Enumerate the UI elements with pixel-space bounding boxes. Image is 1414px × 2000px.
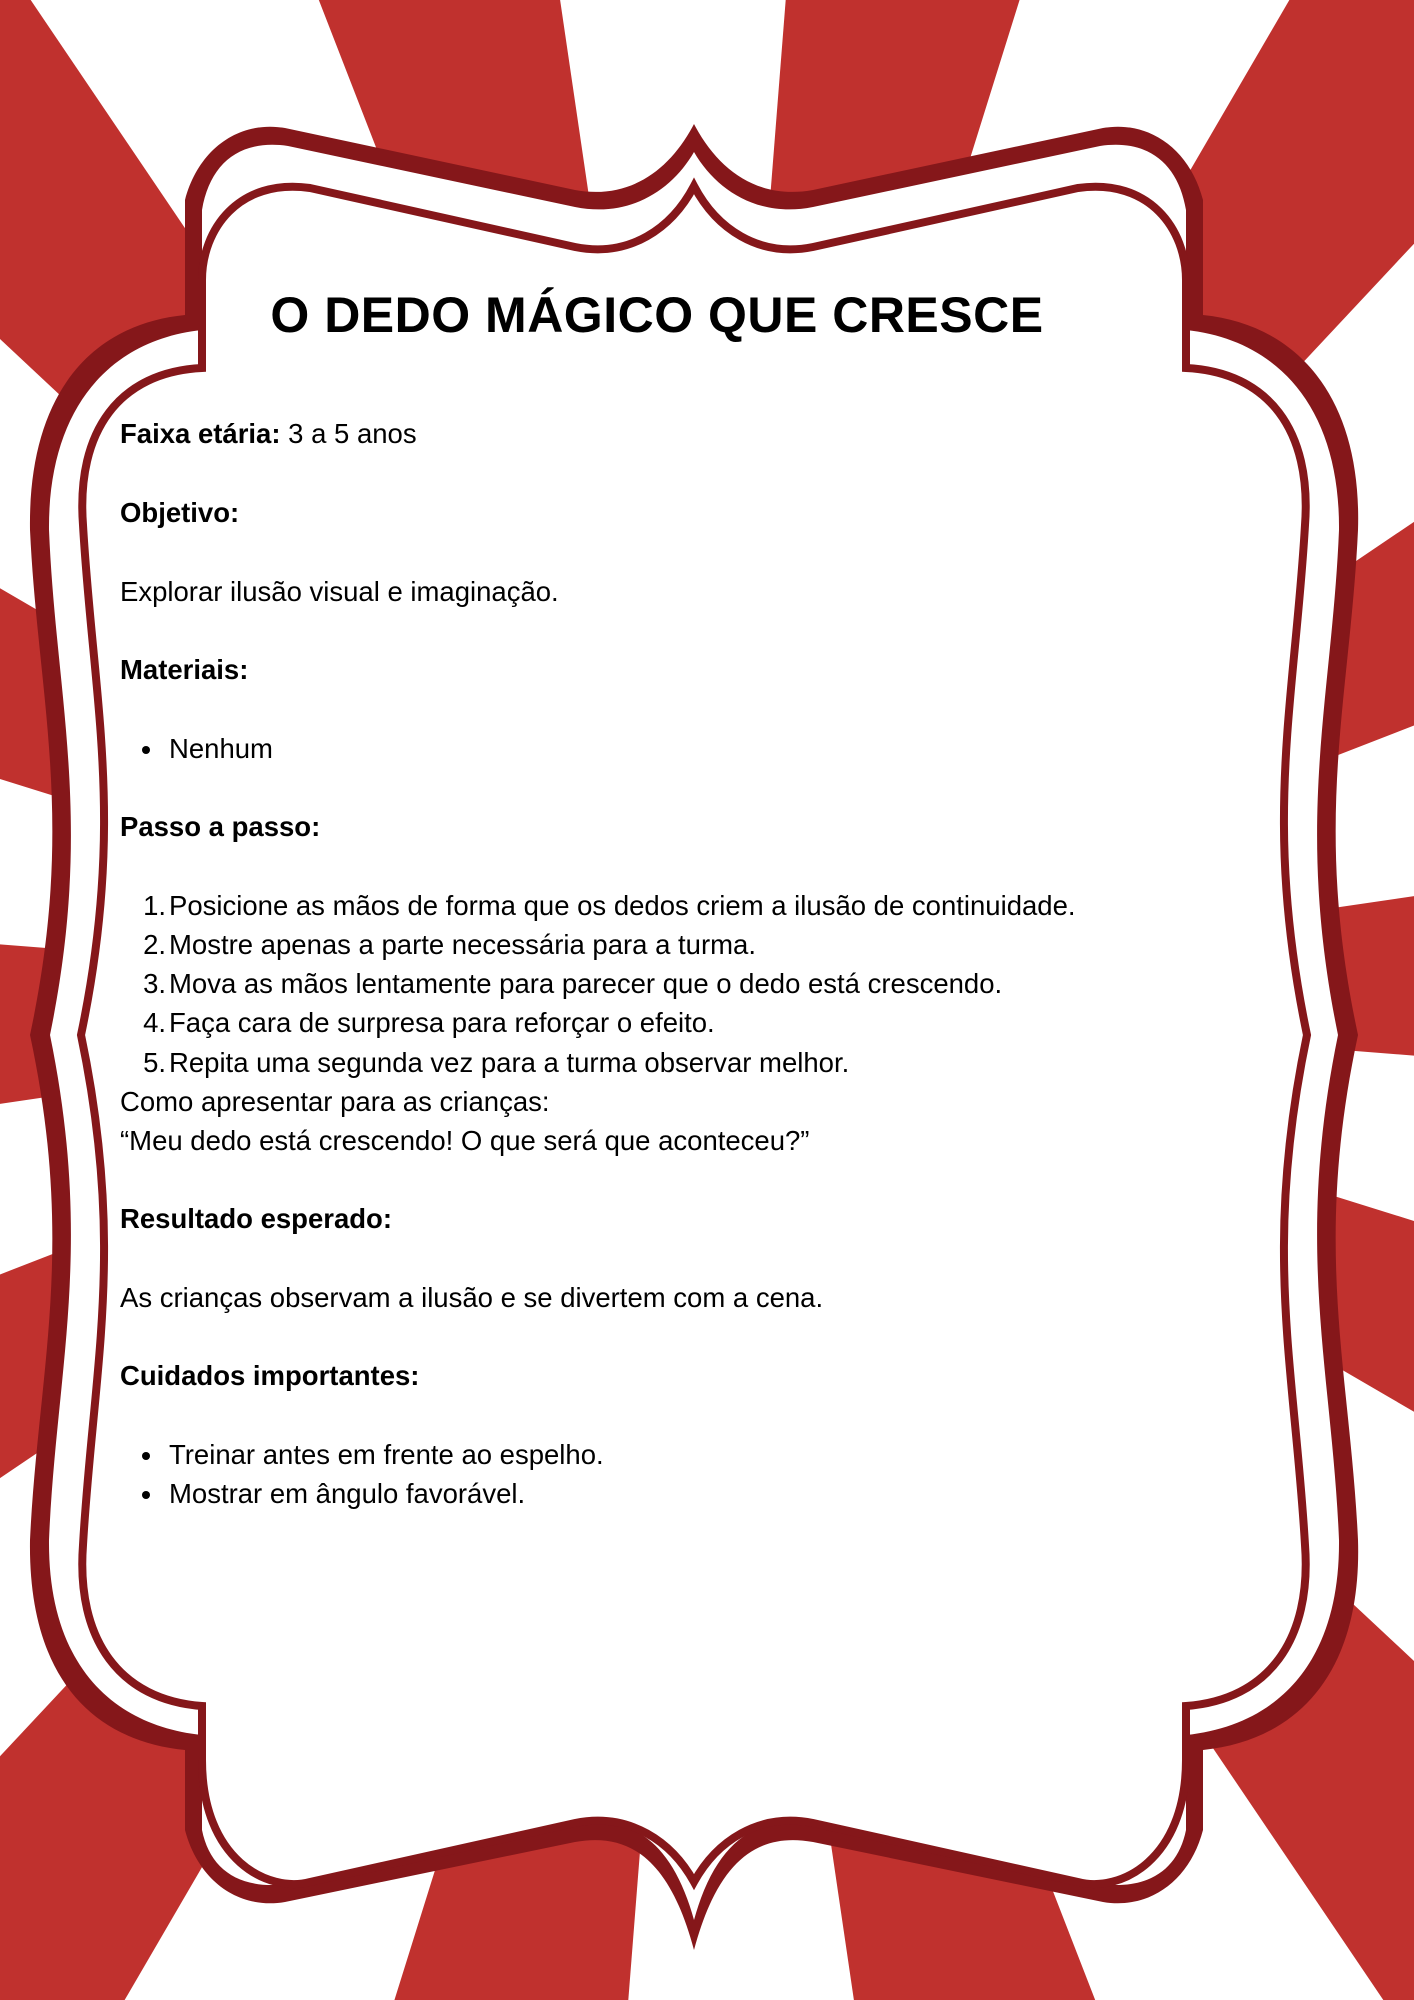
presentation-label: Como apresentar para as crianças:: [120, 1086, 550, 1117]
result-heading: Resultado esperado:: [120, 1203, 393, 1234]
bullet-icon: [142, 1452, 150, 1460]
presentation-quote: “Meu dedo está crescendo! O que será que aconteceu?”: [120, 1125, 810, 1156]
age-range-label: Faixa etária:: [120, 418, 281, 449]
step-text: Posicione as mãos de forma que os dedos criem a ilusão de continuidade.: [169, 890, 1076, 921]
age-range-value: 3 a 5 anos: [280, 418, 417, 449]
step-number: 1.: [143, 890, 166, 921]
bullet-icon: [142, 746, 150, 754]
materials-item: Nenhum: [169, 733, 273, 764]
care-item: Mostrar em ângulo favorável.: [169, 1478, 526, 1509]
step-text: Repita uma segunda vez para a turma observar melhor.: [169, 1047, 850, 1078]
step-number: 3.: [143, 968, 166, 999]
care-heading: Cuidados importantes:: [120, 1360, 420, 1391]
step-text: Mova as mãos lentamente para parecer que o dedo está crescendo.: [169, 968, 1003, 999]
step-number: 5.: [143, 1047, 166, 1078]
step-text: Faça cara de surpresa para reforçar o efeito.: [169, 1007, 715, 1038]
objective-heading: Objetivo:: [120, 497, 240, 528]
result-text: As crianças observam a ilusão e se divertem com a cena.: [120, 1282, 824, 1313]
page-title: O DEDO MÁGICO QUE CRESCE: [270, 287, 1044, 343]
care-item: Treinar antes em frente ao espelho.: [169, 1439, 604, 1470]
step-number: 4.: [143, 1007, 166, 1038]
steps-heading: Passo a passo:: [120, 811, 321, 842]
materials-heading: Materiais:: [120, 654, 249, 685]
step-text: Mostre apenas a parte necessária para a turma.: [169, 929, 756, 960]
bullet-icon: [142, 1491, 150, 1499]
age-range: [120, 418, 417, 450]
objective-text: Explorar ilusão visual e imaginação.: [120, 576, 559, 607]
step-number: 2.: [143, 929, 166, 960]
